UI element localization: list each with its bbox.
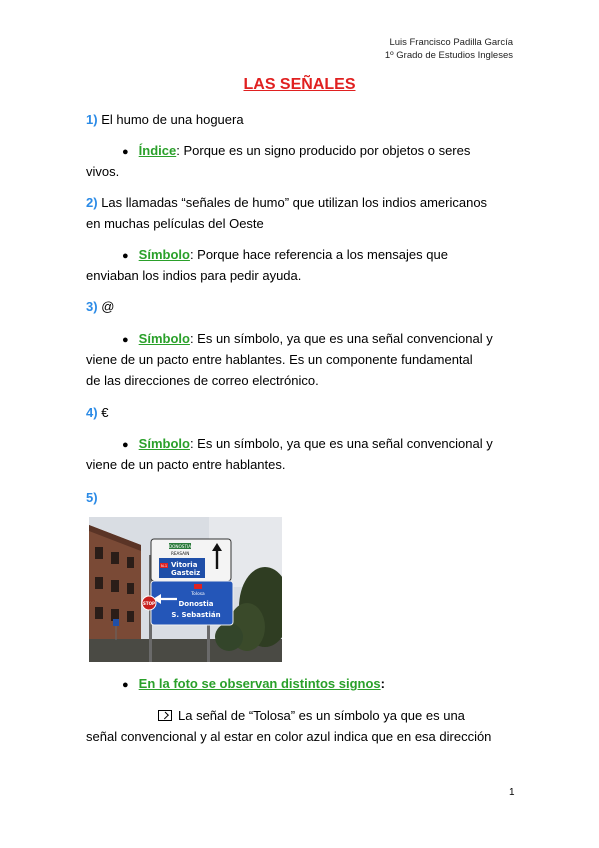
item-2-answer-text-1: : Porque hace referencia a los mensajes que <box>189 247 448 262</box>
item-5-detail-line-1 <box>86 705 514 726</box>
page-number: 1 <box>509 787 515 798</box>
item-4-question <box>86 402 108 423</box>
item-2-answer-line-1 <box>86 244 514 267</box>
item-5-detail-line-2: señal convencional y al estar en color azul indica que en esa dirección <box>86 729 492 744</box>
item-3-term: Símbolo <box>138 331 190 346</box>
sign-top-main-1: Vitoria <box>171 561 198 569</box>
item-4-term: Símbolo <box>138 436 190 451</box>
item-4-question-text: € <box>101 405 109 420</box>
bullet-icon: ● <box>122 679 129 691</box>
item-1-number: 1) <box>86 112 98 127</box>
item-1-answer-line-1 <box>86 140 514 163</box>
item-3-answer-line-3: de las direcciones de correo electrónico. <box>86 373 319 388</box>
sign-top-main-2: Gasteiz <box>171 569 201 577</box>
header-course: 1º Grado de Estudios Ingleses <box>384 50 513 61</box>
bullet-icon: ● <box>122 146 129 158</box>
item-1-answer-line-2: vivos. <box>86 164 120 179</box>
item-5-subheading-colon: : <box>380 676 385 691</box>
item-3-answer-text-1: : Es un símbolo, ya que es una señal convencional y <box>189 331 493 346</box>
item-1-term: Índice <box>138 143 177 158</box>
sign-bottom-main-2: S. Sebastián <box>171 611 221 619</box>
item-4-answer-line-1 <box>86 433 514 456</box>
item-4-answer-text-1: : Es un símbolo, ya que es una señal convencional y <box>189 436 493 451</box>
road-signs-photo <box>89 517 282 662</box>
sign-bottom-main-1: Donostia <box>178 600 214 608</box>
sign-bottom-small: Tolosa <box>191 592 205 597</box>
item-3-number: 3) <box>86 299 98 314</box>
header-author: Luis Francisco Padilla García <box>389 37 513 48</box>
item-2-question-line-2: en muchas películas del Oeste <box>86 216 264 231</box>
sign-top-sub: REASAIN <box>171 551 190 556</box>
item-5-question <box>86 487 98 508</box>
stop-sign-text: STOP <box>143 601 155 606</box>
item-1-answer-text-1: : Porque es un signo producido por objetos o seres <box>176 143 471 158</box>
sign-top-small: DONOSTIA <box>168 544 192 549</box>
item-3-question <box>86 296 114 317</box>
item-5-detail-text-1: La señal de “Tolosa” es un símbolo ya que es una <box>178 708 465 723</box>
item-3-answer-line-1 <box>86 328 514 351</box>
item-2-number: 2) <box>86 195 98 210</box>
bullet-icon: ● <box>122 334 129 346</box>
page-title: LAS SEÑALES <box>243 76 356 93</box>
item-5-subheading <box>86 673 385 696</box>
item-4-answer-line-2: viene de un pacto entre hablantes. <box>86 457 286 472</box>
item-4-number: 4) <box>86 405 98 420</box>
sign-top-road: N-1 <box>160 564 168 568</box>
item-5-subheading-text: En la foto se observan distintos signos <box>138 676 381 691</box>
pointing-hand-icon <box>158 710 172 721</box>
item-3-answer-line-2: viene de un pacto entre hablantes. Es un componente fundamental <box>86 352 473 367</box>
item-1-question-text: El humo de una hoguera <box>101 112 244 127</box>
item-2-term: Símbolo <box>138 247 190 262</box>
item-2-question-text-1: Las llamadas “señales de humo” que utilizan los indios americanos <box>101 195 488 210</box>
item-1-question <box>86 109 244 130</box>
page-header <box>385 36 513 62</box>
item-2-question-line-1 <box>86 192 514 213</box>
bullet-icon: ● <box>122 439 129 451</box>
item-2-answer-line-2: enviaban los indios para pedir ayuda. <box>86 268 302 283</box>
bullet-icon: ● <box>122 250 129 262</box>
item-5-number: 5) <box>86 490 98 505</box>
item-3-question-text: @ <box>101 299 115 314</box>
